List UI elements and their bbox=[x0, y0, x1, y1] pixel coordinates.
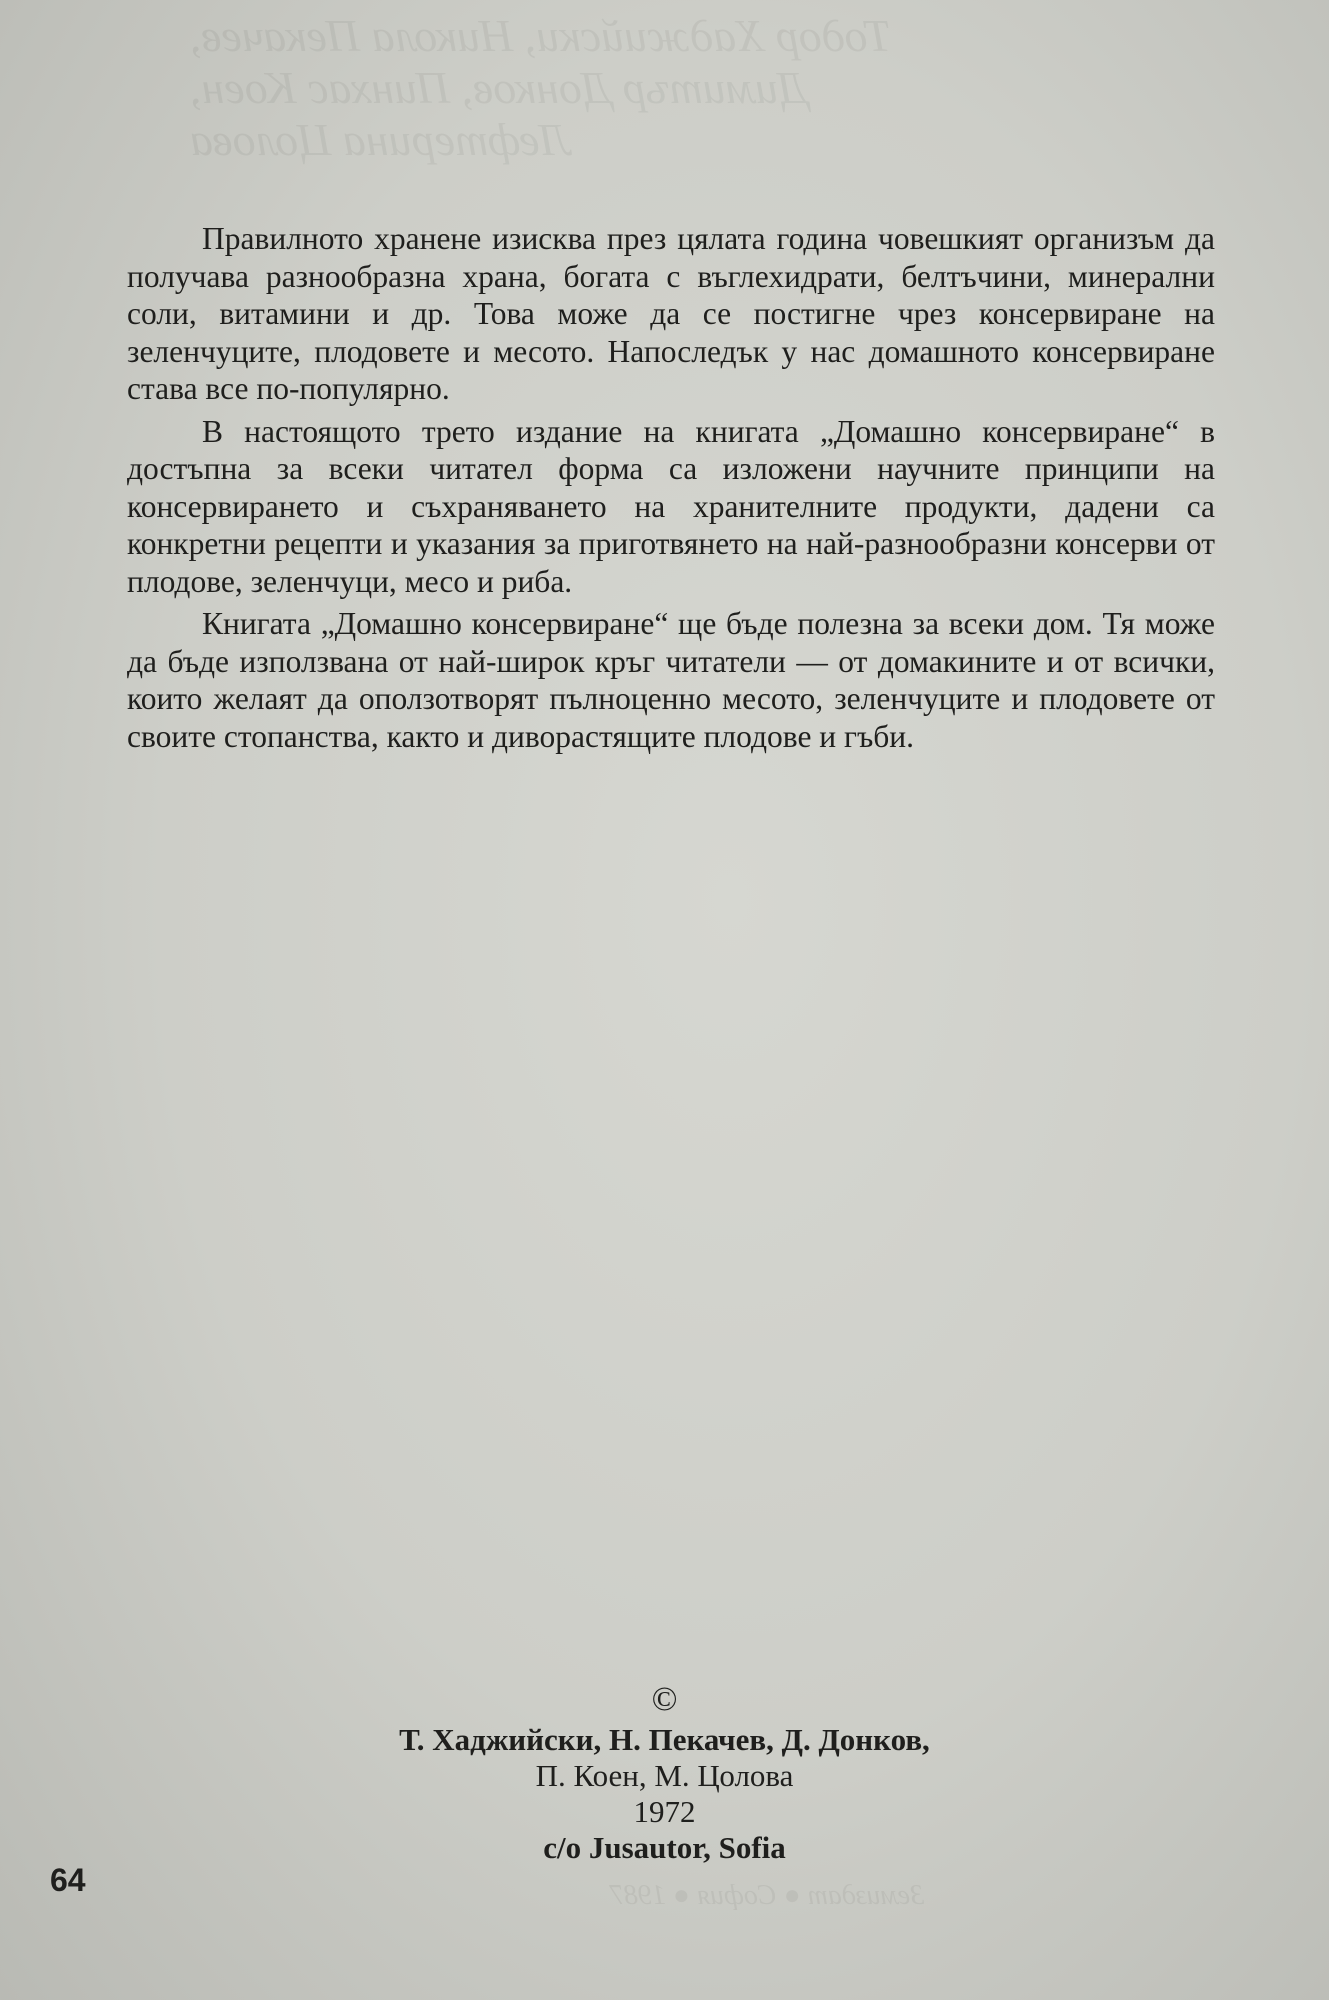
copyright-block bbox=[0, 1680, 1329, 1866]
bleed-line: Тодор Хаджийски, Никола Пекачев, bbox=[190, 10, 892, 61]
paragraph: В настоящото трето издание на книгата „Домашно консервиране“ в достъпна за всеки читател форма са изложени научните принципи на консервирането и съхраняването на хранителните продукти, дадени са конкретни рецепти и указания за приготвянето на най-разнообразни консерви от плодове, зеленчуци, месо и риба. bbox=[127, 413, 1215, 599]
paragraph: Правилното хранене изисква през цялата година човешкият организъм да получава разнообразна храна, богата с въглехидрати, белтъчини, минерални соли, витамини и др. Това може да се постигне чрез консервиране на зеленчуците, плодовете и месото. Напоследък у нас домашното консервиране става все по-популярно. bbox=[127, 221, 1215, 406]
copyright-year: 1972 bbox=[633, 1794, 696, 1829]
bleed-through-text-top bbox=[190, 10, 891, 166]
paragraph: Книгата „Домашно консервиране“ ще бъде полезна за всеки дом. Тя може да бъде използвана от най-широк кръг читатели — от домакините и от всички, които желаят да оползотворят пълноценно месото, зеленчуците и плодовете от своите стопанства, както и диворастящите плодове и гъби. bbox=[127, 606, 1215, 754]
rights-agency: c/o Jusautor, Sofia bbox=[543, 1830, 786, 1865]
introduction-text bbox=[127, 220, 1215, 760]
bleed-through-text-bottom: Земиздат ● София ● 1987 bbox=[610, 1880, 924, 1911]
bleed-line: Лефтерина Цолова bbox=[190, 114, 571, 165]
authors-line: Т. Хаджийски, Н. Пекачев, Д. Донков, bbox=[399, 1722, 930, 1757]
page-number: 64 bbox=[50, 1862, 86, 1898]
copyright-symbol: © bbox=[651, 1681, 678, 1718]
bleed-line: Димитър Донков, Пинхас Коен, bbox=[190, 62, 808, 113]
authors-line: П. Коен, М. Цолова bbox=[535, 1758, 794, 1793]
